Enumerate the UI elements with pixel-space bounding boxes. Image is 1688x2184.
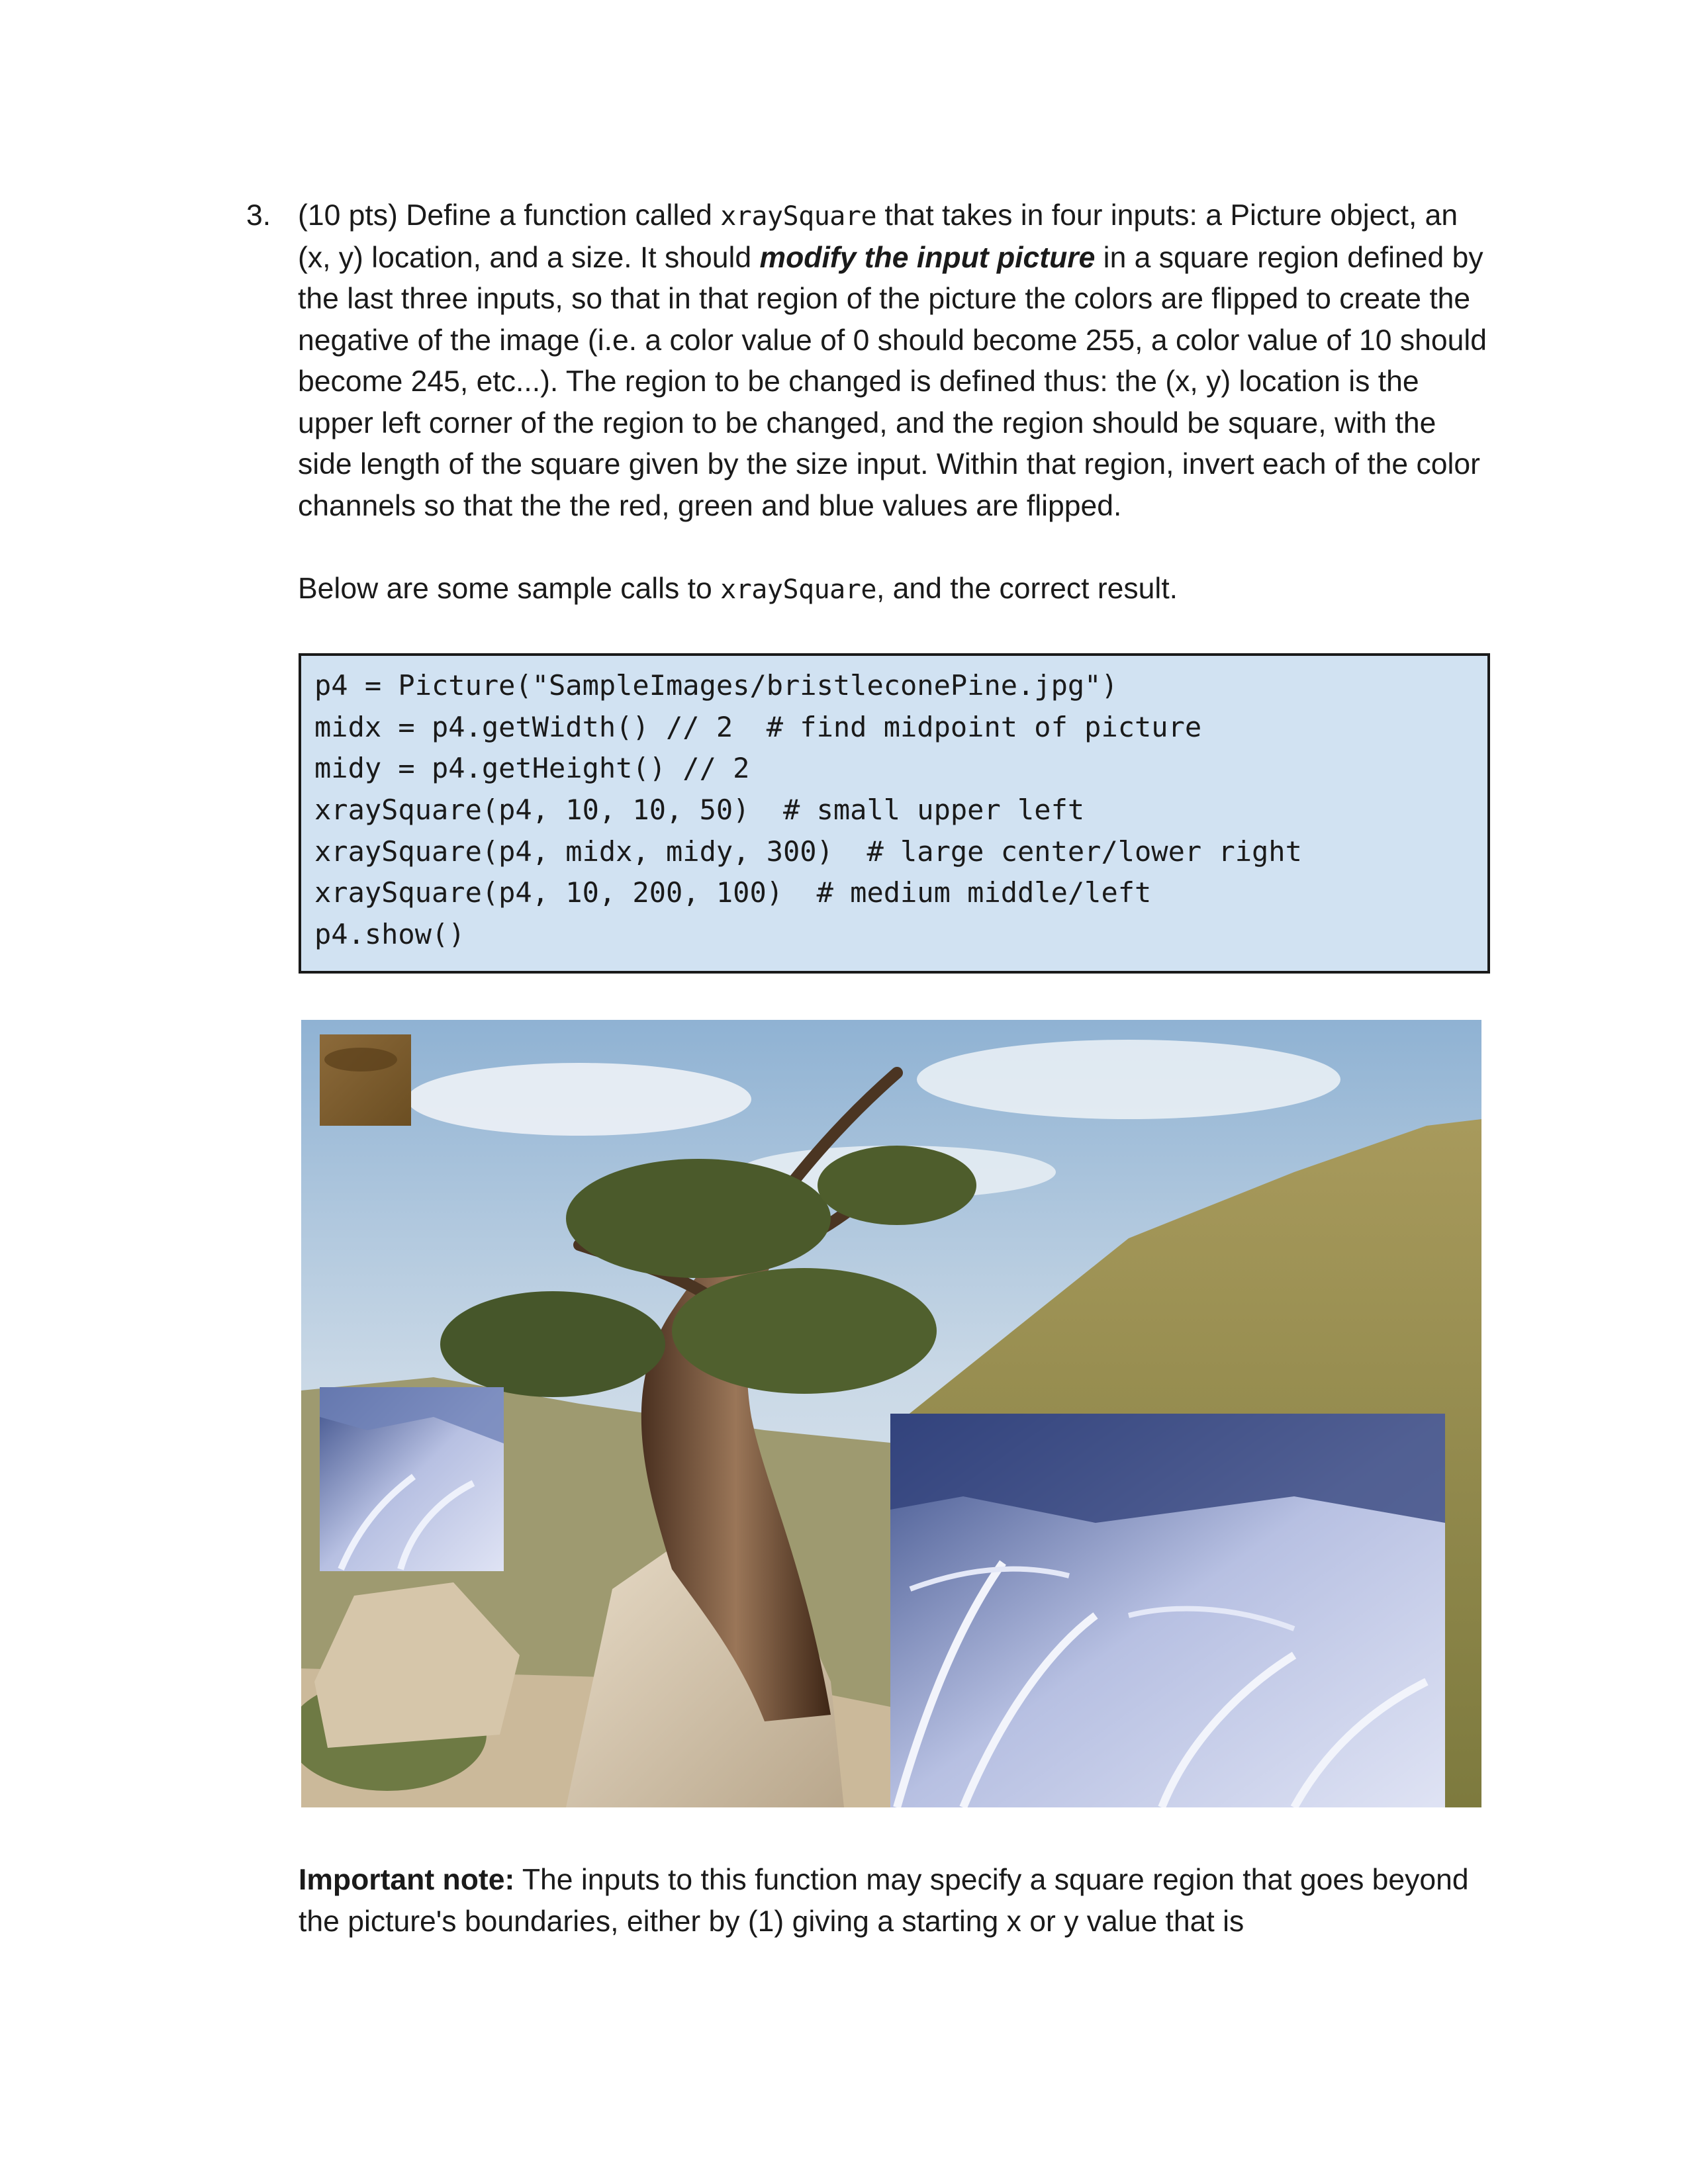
code-line: xraySquare(p4, 10, 200, 100) # medium middle/left (314, 876, 1152, 909)
question-number: 3. (246, 199, 271, 232)
function-name-code-2: xraySquare (720, 574, 876, 605)
code-line: xraySquare(p4, 10, 10, 50) # small upper left (314, 794, 1085, 827)
question-text-details: in a square region defined by the last three inputs, so that in that region of the picture the colors are flipped to create the negative of the image (i.e. a color value of 0 should become 255, a color value of 10 should become 245, etc...). The region to be changed is defined thus: the (x, y) location is the upper left corner of the region to be changed, and the region should be square, with the side length of the square given by the size input. Within that region, invert each of the color channels so that the the red, green and blue values are flipped. (298, 241, 1487, 522)
question-body (298, 195, 1491, 610)
emphasis-modify-input: modify the input picture (759, 241, 1096, 274)
function-name-code: xraySquare (720, 201, 877, 232)
important-note-label: Important note: (299, 1864, 515, 1896)
code-line: midy = p4.getHeight() // 2 (314, 752, 750, 785)
important-note (299, 1859, 1490, 1942)
result-photo (301, 1020, 1481, 1807)
question-paragraph-2 (298, 569, 1491, 611)
code-line: midx = p4.getWidth() // 2 # find midpoint of picture (314, 710, 1202, 743)
code-line: p4.show() (314, 918, 465, 951)
question-paragraph-1 (298, 195, 1491, 527)
code-sample-box (299, 653, 1490, 974)
code-line: p4 = Picture("SampleImages/bristleconePine.jpg") (314, 669, 1118, 702)
sample-calls-outro: , and the correct result. (876, 572, 1178, 605)
important-note-text: The inputs to this function may specify a square region that goes beyond the picture's boundaries, either by (1) giving a starting x or y value that is (299, 1864, 1469, 1938)
question-text-inputs: that takes in four inputs: a Picture object, an (x, y) location, and a size. It should (298, 199, 1458, 274)
code-line: xraySquare(p4, midx, midy, 300) # large center/lower right (314, 835, 1302, 868)
sample-calls-intro: Below are some sample calls to (298, 572, 721, 605)
question-text-intro: (10 pts) Define a function called (298, 199, 721, 232)
